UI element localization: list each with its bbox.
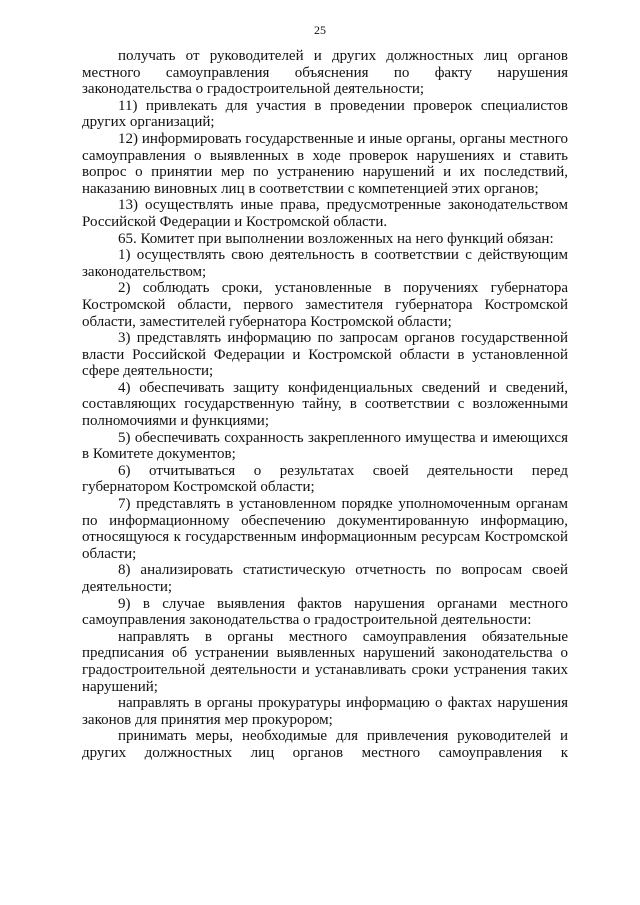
paragraph: получать от руководителей и других должностных лиц органов местного самоуправления объяснения по факту нарушения законодательства о градостроительной деятельности;	[82, 48, 568, 98]
paragraph: 8) анализировать статистическую отчетность по вопросам своей деятельности;	[82, 562, 568, 595]
page-number: 25	[314, 23, 326, 37]
paragraph: 4) обеспечивать защиту конфиденциальных сведений и сведений, составляющих государственную тайну, в соответствии с возложенными полномочиями и функциями;	[82, 379, 568, 430]
paragraph: 11) привлекать для участия в проведении проверок специалистов других организаций;	[82, 97, 568, 131]
document-body	[82, 48, 568, 762]
paragraph: 9) в случае выявления фактов нарушения органами местного самоуправления законодательства о градостроительной деятельности:	[82, 595, 568, 629]
paragraph: 7) представлять в установленном порядке уполномоченным органам по информационному обеспечению документированную информацию, относящуюся к государственным информационным ресурсам Костромской области;	[82, 496, 568, 562]
paragraph: 2) соблюдать сроки, установленные в поручениях губернатора Костромской области, первого заместителя губернатора Костромской области, заместителей губернатора Костромской области;	[82, 280, 568, 330]
paragraph: принимать меры, необходимые для привлечения руководителей и других должностных лиц органов местного самоуправления к	[82, 728, 568, 761]
paragraph: 12) информировать государственные и иные органы, органы местного самоуправления о выявленных в ходе проверок нарушениях и ставить вопрос о принятии мер по устранению нарушений и их последствий, наказанию виновных лиц в соответствии с компетенцией этих органов;	[82, 130, 568, 197]
paragraph: 3) представлять информацию по запросам органов государственной власти Российской Федерации и Костромской области в установленной сфере деятельности;	[82, 330, 568, 380]
paragraph: 65. Комитет при выполнении возложенных на него функций обязан:	[118, 230, 554, 247]
paragraph: 5) обеспечивать сохранность закрепленного имущества и имеющихся в Комитете документов;	[82, 429, 568, 463]
paragraph: 6) отчитываться о результатах своей деятельности перед губернатором Костромской области;	[82, 462, 568, 496]
paragraph: 1) осуществлять свою деятельность в соответствии с действующим законодательством;	[82, 247, 568, 280]
paragraph: направлять в органы прокуратуры информацию о фактах нарушения законов для принятия мер прокурором;	[82, 695, 568, 728]
paragraph: направлять в органы местного самоуправления обязательные предписания об устранении выявленных нарушений законодательства о градостроительной деятельности и устанавливать сроки устранения таких нарушений;	[82, 628, 568, 695]
paragraph: 13) осуществлять иные права, предусмотренные законодательством Российской Федерации и Костромской области.	[82, 197, 568, 230]
